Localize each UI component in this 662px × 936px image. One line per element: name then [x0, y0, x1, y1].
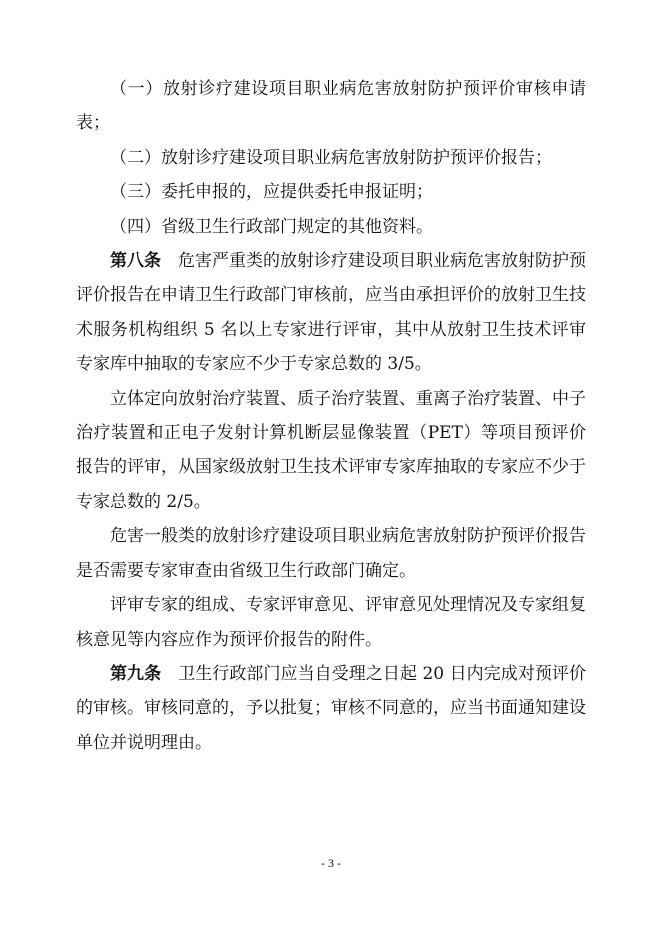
paragraph-text: 危害严重类的放射诊疗建设项目职业病危害放射防护预评价报告在申请卫生行政部门审核前，应当由承担评价的放射卫生技术服务机构组织 5 名以上专家进行评审，其中从放射卫生技术评审专家库中抽取的专家应不少于专家总数的 3/5。: [76, 251, 586, 375]
list-item-other-materials: [76, 210, 586, 244]
paragraph-text: （三）委托申报的，应提供委托申报证明；: [110, 182, 433, 203]
list-item-application-form: [76, 72, 586, 141]
article-8-general-hazard-paragraph: [76, 519, 586, 588]
article-9-paragraph: [76, 657, 586, 760]
page-number: - 3 -: [321, 856, 341, 870]
paragraph-text: 卫生行政部门应当自受理之日起 20 日内完成对预评价的审核。审核同意的，予以批复；审核不同意的，应当书面通知建设单位并说明理由。: [76, 663, 586, 753]
article-8-paragraph: [76, 244, 586, 382]
paragraph-text: 危害一般类的放射诊疗建设项目职业病危害放射防护预评价报告是否需要专家审查由省级卫生行政部门确定。: [76, 526, 586, 581]
paragraph-text: 评审专家的组成、专家评审意见、评审意见处理情况及专家组复核意见等内容应作为预评价报告的附件。: [76, 595, 586, 650]
article-8-label: 第八条: [110, 251, 161, 272]
article-9-label: 第九条: [110, 663, 162, 684]
paragraph-text: 立体定向放射治疗装置、质子治疗装置、重离子治疗装置、中子治疗装置和正电子发射计算机断层显像装置（PET）等项目预评价报告的评审，从国家级放射卫生技术评审专家库抽取的专家应不少于专家总数的 2/5。: [76, 388, 586, 512]
paragraph-text: （四）省级卫生行政部门规定的其他资料。: [110, 216, 433, 237]
paragraph-text: （二）放射诊疗建设项目职业病危害放射防护预评价报告；: [110, 147, 552, 168]
article-8-expert-composition-paragraph: [76, 588, 586, 657]
article-8-stereotactic-paragraph: [76, 382, 586, 520]
paragraph-text: （一）放射诊疗建设项目职业病危害放射防护预评价审核申请表；: [76, 79, 586, 134]
list-item-evaluation-report: [76, 141, 586, 175]
list-item-entrustment-proof: [76, 175, 586, 209]
document-body: [76, 72, 586, 760]
